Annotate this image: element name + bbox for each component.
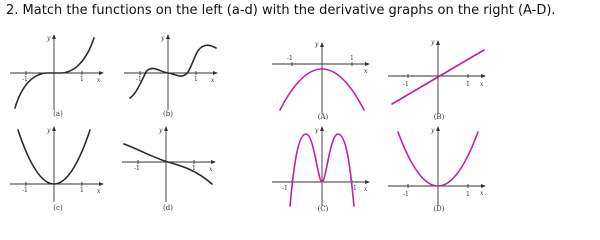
y-axis-arrow: [164, 126, 168, 131]
y-axis-label: y: [315, 127, 319, 134]
x-axis-arrow: [99, 182, 104, 186]
y-axis-arrow: [436, 40, 440, 45]
graph-B: [386, 34, 490, 116]
y-axis-label: y: [47, 35, 51, 42]
y-axis-arrow: [436, 126, 440, 131]
tick-label-neg1: -1: [22, 76, 28, 83]
y-axis-label: y: [431, 127, 435, 134]
function-curve: [130, 45, 216, 98]
caption-A: (A): [317, 113, 329, 121]
function-curve: [124, 144, 212, 184]
x-axis-label: x: [480, 81, 484, 88]
graph-D: [386, 124, 490, 208]
tick-label-neg1: -1: [136, 76, 142, 83]
y-axis-arrow: [320, 126, 324, 131]
caption-c: (c): [53, 204, 63, 212]
x-axis-arrow: [99, 71, 104, 75]
tick-label-neg1: -1: [403, 81, 409, 88]
problem-prompt: 2. Match the functions on the left (a-d) with the derivative graphs on the right (A-D).: [6, 3, 556, 18]
graph-b: [122, 32, 222, 114]
x-axis-label: x: [97, 77, 101, 84]
caption-b: (b): [163, 110, 173, 118]
graph-c: [8, 124, 108, 206]
tick-label-1: 1: [466, 191, 470, 198]
caption-C: (C): [317, 205, 329, 213]
y-axis-label: y: [159, 127, 163, 134]
caption-D: (D): [433, 205, 445, 213]
x-axis-arrow: [211, 160, 216, 164]
tick-label-neg1: -1: [282, 185, 288, 192]
caption-B: (B): [433, 113, 445, 121]
graph-a: [8, 32, 108, 114]
x-axis-label: x: [209, 166, 213, 173]
graph-C: [270, 124, 374, 208]
tick-label-1: 1: [350, 55, 354, 62]
x-axis-label: x: [364, 68, 368, 75]
tick-label-1: 1: [192, 165, 196, 172]
tick-label-1: 1: [80, 187, 84, 194]
y-axis-arrow: [166, 34, 170, 39]
graph-A: [270, 34, 374, 116]
tick-label-1: 1: [466, 81, 470, 88]
x-axis-label: x: [364, 186, 368, 193]
y-axis-label: y: [47, 127, 51, 134]
caption-d: (d): [163, 204, 173, 212]
x-axis-label: x: [97, 188, 101, 195]
tick-label-neg1: -1: [134, 165, 140, 172]
x-axis-label: x: [211, 77, 215, 84]
tick-label-1: 1: [194, 76, 198, 83]
tick-label-1: 1: [353, 185, 357, 192]
x-axis-arrow: [365, 180, 370, 184]
x-axis-arrow: [481, 74, 486, 78]
x-axis-arrow: [481, 184, 486, 188]
y-axis-arrow: [52, 126, 56, 131]
y-axis-label: y: [431, 39, 435, 46]
x-axis-arrow: [365, 62, 370, 66]
y-axis-label: y: [161, 35, 165, 42]
tick-label-neg1: -1: [22, 187, 28, 194]
y-axis-arrow: [320, 42, 324, 47]
graph-d: [120, 124, 220, 206]
x-axis-label: x: [480, 190, 484, 197]
y-axis-label: y: [315, 41, 319, 48]
tick-label-neg1: -1: [287, 55, 293, 62]
x-axis-arrow: [213, 71, 218, 75]
tick-label-neg1: -1: [403, 191, 409, 198]
y-axis-arrow: [52, 34, 56, 39]
caption-a: (a): [53, 110, 63, 118]
tick-label-1: 1: [80, 76, 84, 83]
